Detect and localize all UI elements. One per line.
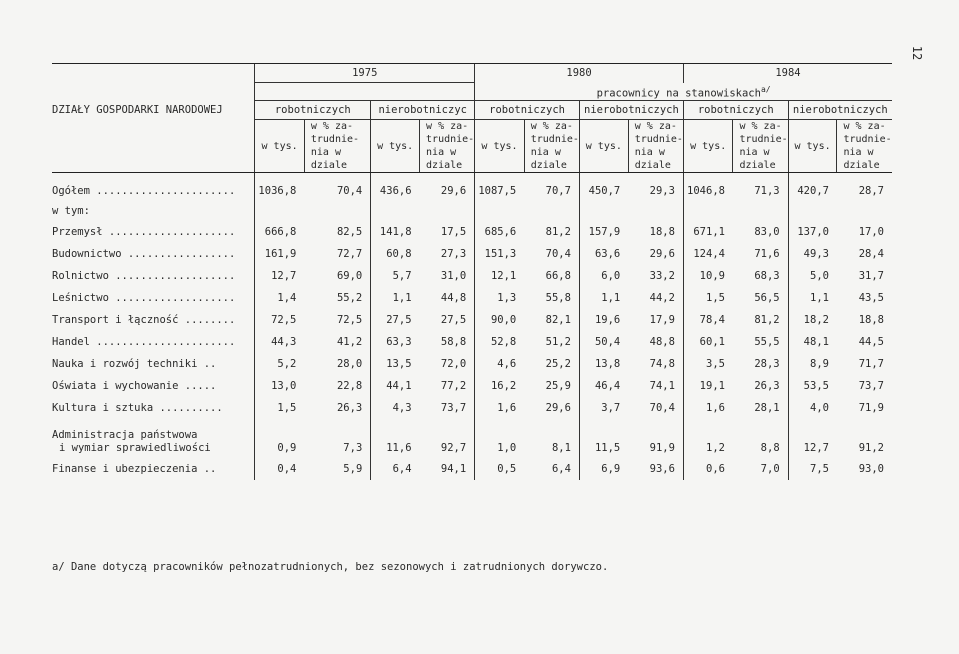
table-cell: 0,6 [683, 458, 733, 480]
table-cell: 1,1 [579, 287, 628, 309]
table-row [52, 243, 892, 265]
table-cell: 72,0 [440, 357, 467, 370]
table-cell: 19,6 [579, 309, 628, 331]
table-cell: 52,8 [475, 331, 525, 353]
table-cell: 8,9 [788, 353, 837, 375]
table-cell: 18,8 [649, 225, 675, 238]
table-cell: 51,2 [545, 335, 571, 348]
table-cell [304, 201, 370, 221]
table-cell: 1,2 [683, 419, 733, 458]
table-cell [837, 201, 892, 221]
table-cell: 11,5 [579, 419, 628, 458]
table-cell: 8,1 [551, 442, 571, 454]
table-row [52, 265, 892, 287]
cat-1980-rob: robotniczych [475, 101, 580, 120]
table-cell: 70,4 [545, 247, 571, 260]
table-cell: 141,8 [371, 221, 420, 243]
table-cell: 81,2 [545, 225, 571, 238]
table-cell: 55,2 [336, 291, 363, 304]
table-row [52, 397, 892, 419]
table-cell: 92,7 [440, 442, 467, 454]
table-cell: 60,1 [683, 331, 733, 353]
subheader-pct: w % za- trudnie- nia w dziale [628, 120, 683, 173]
table-cell: 27,3 [440, 247, 467, 260]
row-label: Budownictwo ................. [52, 247, 236, 260]
table-cell: 161,9 [255, 243, 305, 265]
table-cell: 29,6 [545, 401, 571, 414]
table-cell [733, 201, 788, 221]
table-cell: 29,6 [440, 184, 467, 197]
table-cell: 1087,5 [475, 173, 525, 202]
table-cell: 49,3 [788, 243, 837, 265]
table-cell: 82,1 [545, 313, 571, 326]
table-row [52, 221, 892, 243]
subheader-pct: w % za- trudnie- nia w dziale [304, 120, 370, 173]
table-cell: 666,8 [255, 221, 305, 243]
table-cell: 5,2 [255, 353, 305, 375]
table-cell: 70,7 [545, 184, 571, 197]
footnote: a/ Dane dotyczą pracowników pełnozatrudnionych, bez sezonowych i zatrudnionych dorywczo. [52, 561, 609, 573]
cat-1980-nierob: nierobotniczych [579, 101, 683, 120]
table-row [52, 201, 892, 221]
table-cell: 0,5 [475, 458, 525, 480]
table-cell: 671,1 [683, 221, 733, 243]
table-cell: 31,0 [440, 269, 467, 282]
page-number: 12 [910, 45, 925, 61]
table-cell: 4,3 [371, 397, 420, 419]
table-cell: 63,3 [371, 331, 420, 353]
cat-1984-nierob: nierobotniczych [788, 101, 892, 120]
table-cell [420, 201, 475, 221]
first-col-header: DZIAŁY GOSPODARKI NARODOWEJ [52, 103, 223, 116]
table-cell: 1,5 [255, 397, 305, 419]
cat-1975-rob: robotniczych [255, 101, 371, 120]
row-label: w tym: [52, 204, 90, 217]
table-cell: 137,0 [788, 221, 837, 243]
table-cell [628, 201, 683, 221]
table-cell: 5,9 [343, 462, 363, 475]
table-row [52, 331, 892, 353]
table-cell [524, 201, 579, 221]
table-cell: 3,5 [683, 353, 733, 375]
table-cell: 70,4 [649, 401, 675, 414]
table-cell: 1,1 [788, 287, 837, 309]
year-1980: 1980 [475, 64, 684, 83]
table-cell: 70,4 [336, 184, 363, 197]
subheader-abs: w tys. [255, 120, 305, 173]
table-cell: 66,8 [545, 269, 571, 282]
table-row [52, 375, 892, 397]
table-cell: 1046,8 [683, 173, 733, 202]
table-cell: 71,9 [858, 401, 884, 414]
table-cell: 48,8 [649, 335, 675, 348]
table-cell [255, 201, 305, 221]
table-cell: 91,9 [649, 442, 675, 454]
row-label: Leśnictwo ................... [52, 291, 236, 304]
table-cell: 12,7 [255, 265, 305, 287]
table-cell: 44,5 [858, 335, 884, 348]
table-cell: 94,1 [440, 462, 467, 475]
table-cell: 26,3 [754, 379, 780, 392]
table-cell: 16,2 [475, 375, 525, 397]
table-cell: 50,4 [579, 331, 628, 353]
row-label: Handel ...................... [52, 335, 236, 348]
table-cell: 44,1 [371, 375, 420, 397]
table-cell: 28,7 [858, 184, 884, 197]
table-cell: 1,0 [475, 419, 525, 458]
table-cell: 17,0 [858, 225, 884, 238]
table-cell: 1,6 [683, 397, 733, 419]
table-cell: 11,6 [371, 419, 420, 458]
table-cell: 83,0 [754, 225, 780, 238]
table-cell: 48,1 [788, 331, 837, 353]
table-cell: 0,9 [255, 419, 305, 458]
table-cell: 8,8 [760, 442, 780, 454]
table-cell: 12,1 [475, 265, 525, 287]
table-row [52, 353, 892, 375]
table-row [52, 287, 892, 309]
table-cell: 71,6 [754, 247, 780, 260]
table-cell: 28,1 [754, 401, 780, 414]
table-cell [683, 201, 733, 221]
table-cell: 19,1 [683, 375, 733, 397]
subheader-abs: w tys. [579, 120, 628, 173]
table-cell: 13,5 [371, 353, 420, 375]
row-label: Rolnictwo ................... [52, 269, 236, 282]
table-cell: 6,4 [371, 458, 420, 480]
subheader-abs: w tys. [475, 120, 525, 173]
table-cell: 58,8 [440, 335, 467, 348]
subheader-pct: w % za- trudnie- nia w dziale [524, 120, 579, 173]
table-cell: 5,0 [788, 265, 837, 287]
row-label: Administracja państwowa i wymiar sprawiedliwości [52, 429, 211, 454]
table-cell: 13,8 [579, 353, 628, 375]
table-cell: 74,8 [649, 357, 675, 370]
table-cell: 73,7 [440, 401, 467, 414]
table-cell: 13,0 [255, 375, 305, 397]
table-cell: 71,7 [858, 357, 884, 370]
table-cell: 10,9 [683, 265, 733, 287]
row-label: Przemysł .................... [52, 225, 236, 238]
table-cell: 72,7 [336, 247, 363, 260]
subheader-pct: w % za- trudnie- nia w dziale [733, 120, 788, 173]
table-cell: 63,6 [579, 243, 628, 265]
table-cell: 78,4 [683, 309, 733, 331]
cat-1975-nierob: nierobotniczyc [371, 101, 475, 120]
table-cell: 93,0 [858, 462, 884, 475]
table-cell: 22,8 [336, 379, 363, 392]
table-cell: 43,5 [858, 291, 884, 304]
table-cell: 25,2 [545, 357, 571, 370]
table-cell: 27,5 [371, 309, 420, 331]
table-cell: 7,5 [788, 458, 837, 480]
table-cell: 71,3 [754, 184, 780, 197]
table-cell: 53,5 [788, 375, 837, 397]
table-cell: 28,3 [754, 357, 780, 370]
table-cell: 1,3 [475, 287, 525, 309]
year-1975: 1975 [255, 64, 475, 83]
table-cell [579, 201, 628, 221]
table-cell: 28,0 [336, 357, 363, 370]
table-cell: 18,8 [858, 313, 884, 326]
table-cell: 82,5 [336, 225, 363, 238]
table-cell: 157,9 [579, 221, 628, 243]
table-cell: 5,7 [371, 265, 420, 287]
table-row [52, 173, 892, 202]
table-cell: 124,4 [683, 243, 733, 265]
row-label: Oświata i wychowanie ..... [52, 379, 217, 392]
table-cell: 1,6 [475, 397, 525, 419]
table-cell: 4,0 [788, 397, 837, 419]
table-row [52, 419, 892, 458]
table-cell: 450,7 [579, 173, 628, 202]
pracownicy-header: pracownicy na stanowiskach$^{a/}$ [475, 83, 892, 101]
table-cell: 1,5 [683, 287, 733, 309]
table-cell: 25,9 [545, 379, 571, 392]
table-cell: 436,6 [371, 173, 420, 202]
table-cell: 151,3 [475, 243, 525, 265]
row-label: Transport i łączność ........ [52, 313, 236, 326]
table-cell: 7,3 [343, 442, 363, 454]
table-cell: 6,4 [551, 462, 571, 475]
cat-1984-rob: robotniczych [683, 101, 788, 120]
table-cell: 90,0 [475, 309, 525, 331]
employment-table [52, 63, 892, 480]
table-cell: 420,7 [788, 173, 837, 202]
table-cell: 685,6 [475, 221, 525, 243]
table-cell: 1036,8 [255, 173, 305, 202]
table-cell: 73,7 [858, 379, 884, 392]
table-cell: 17,9 [649, 313, 675, 326]
row-label: Finanse i ubezpieczenia .. [52, 462, 217, 475]
table-cell: 44,8 [440, 291, 467, 304]
table-cell: 12,7 [788, 419, 837, 458]
table-cell: 31,7 [858, 269, 884, 282]
row-label: Kultura i sztuka .......... [52, 401, 223, 414]
table-cell: 55,5 [754, 335, 780, 348]
table-cell: 69,0 [336, 269, 363, 282]
table-cell: 17,5 [440, 225, 467, 238]
subheader-abs: w tys. [683, 120, 733, 173]
table-cell: 0,4 [255, 458, 305, 480]
subheader-abs: w tys. [371, 120, 420, 173]
table-cell: 93,6 [649, 462, 675, 475]
table-cell: 26,3 [336, 401, 363, 414]
subheader-pct: w % za- trudnie- nia w dziale [420, 120, 475, 173]
table-cell [788, 201, 837, 221]
table-cell: 68,3 [754, 269, 780, 282]
table-cell: 29,3 [649, 184, 675, 197]
table-cell: 81,2 [754, 313, 780, 326]
subheader-abs: w tys. [788, 120, 837, 173]
table-cell: 1,4 [255, 287, 305, 309]
table-cell: 60,8 [371, 243, 420, 265]
table-cell: 91,2 [858, 442, 884, 454]
year-1984: 1984 [683, 64, 892, 83]
table-row [52, 458, 892, 480]
table-cell [475, 201, 525, 221]
row-label: Nauka i rozwój techniki .. [52, 357, 217, 370]
table-cell: 33,2 [649, 269, 675, 282]
table-cell: 6,9 [579, 458, 628, 480]
table-cell: 1,1 [371, 287, 420, 309]
table-cell: 4,6 [475, 353, 525, 375]
table-cell: 41,2 [336, 335, 363, 348]
subheader-pct: w % za- trudnie- nia w dziale [837, 120, 892, 173]
table-cell: 56,5 [754, 291, 780, 304]
table-cell: 29,6 [649, 247, 675, 260]
row-label: Ogółem ...................... [52, 184, 236, 197]
table-cell: 46,4 [579, 375, 628, 397]
table-cell: 72,5 [336, 313, 363, 326]
table-cell: 6,0 [579, 265, 628, 287]
table-cell: 18,2 [788, 309, 837, 331]
table-cell: 3,7 [579, 397, 628, 419]
table-cell: 72,5 [255, 309, 305, 331]
table-row [52, 309, 892, 331]
table-cell: 44,3 [255, 331, 305, 353]
table-cell: 28,4 [858, 247, 884, 260]
table-cell: 77,2 [440, 379, 467, 392]
table-cell: 55,8 [545, 291, 571, 304]
table-cell: 74,1 [649, 379, 675, 392]
table-cell: 7,0 [760, 462, 780, 475]
table-cell: 44,2 [649, 291, 675, 304]
table-cell: 27,5 [440, 313, 467, 326]
table-cell [371, 201, 420, 221]
